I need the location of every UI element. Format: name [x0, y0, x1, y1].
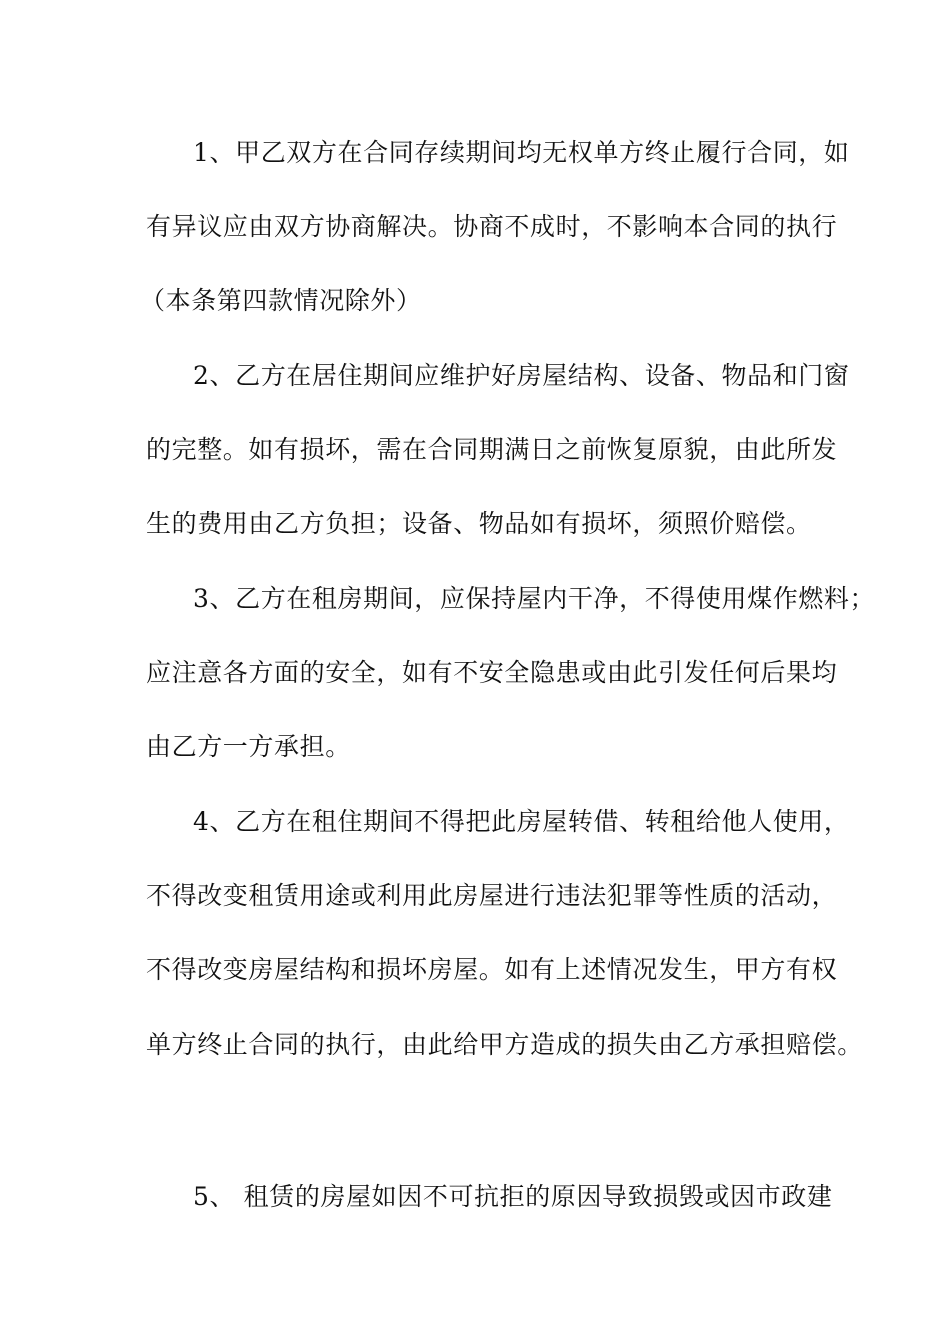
paragraph-4-line-3: 不得改变房屋结构和损坏房屋。如有上述情况发生，甲方有权	[146, 955, 838, 984]
paragraph-1-line-3: （本条第四款情况除外）	[140, 286, 422, 315]
paragraph-5-line-1: 5、 租赁的房屋如因不可抗拒的原因导致损毁或因市政建	[193, 1182, 833, 1211]
paragraph-3-line-3: 由乙方一方承担。	[146, 732, 351, 761]
paragraph-2-line-1: 2、乙方在居住期间应维护好房屋结构、设备、物品和门窗	[193, 361, 850, 390]
paragraph-1-line-1: 1、甲乙双方在合同存续期间均无权单方终止履行合同，如	[193, 138, 850, 167]
paragraph-4-line-1: 4、乙方在租住期间不得把此房屋转借、转租给他人使用，	[193, 807, 850, 836]
paragraph-2-line-3: 生的费用由乙方负担；设备、物品如有损坏，须照价赔偿。	[146, 509, 812, 538]
paragraph-2-line-2: 的完整。如有损坏，需在合同期满日之前恢复原貌，由此所发	[146, 435, 838, 464]
paragraph-4-line-4: 单方终止合同的执行，由此给甲方造成的损失由乙方承担赔偿。	[146, 1030, 863, 1059]
paragraph-4-line-2: 不得改变租赁用途或利用此房屋进行违法犯罪等性质的活动，	[146, 881, 838, 910]
paragraph-3-line-2: 应注意各方面的安全，如有不安全隐患或由此引发任何后果均	[146, 658, 838, 687]
paragraph-3-line-1: 3、乙方在租房期间，应保持屋内干净，不得使用煤作燃料；	[193, 584, 876, 613]
paragraph-1-line-2: 有异议应由双方协商解决。协商不成时，不影响本合同的执行	[146, 212, 838, 241]
